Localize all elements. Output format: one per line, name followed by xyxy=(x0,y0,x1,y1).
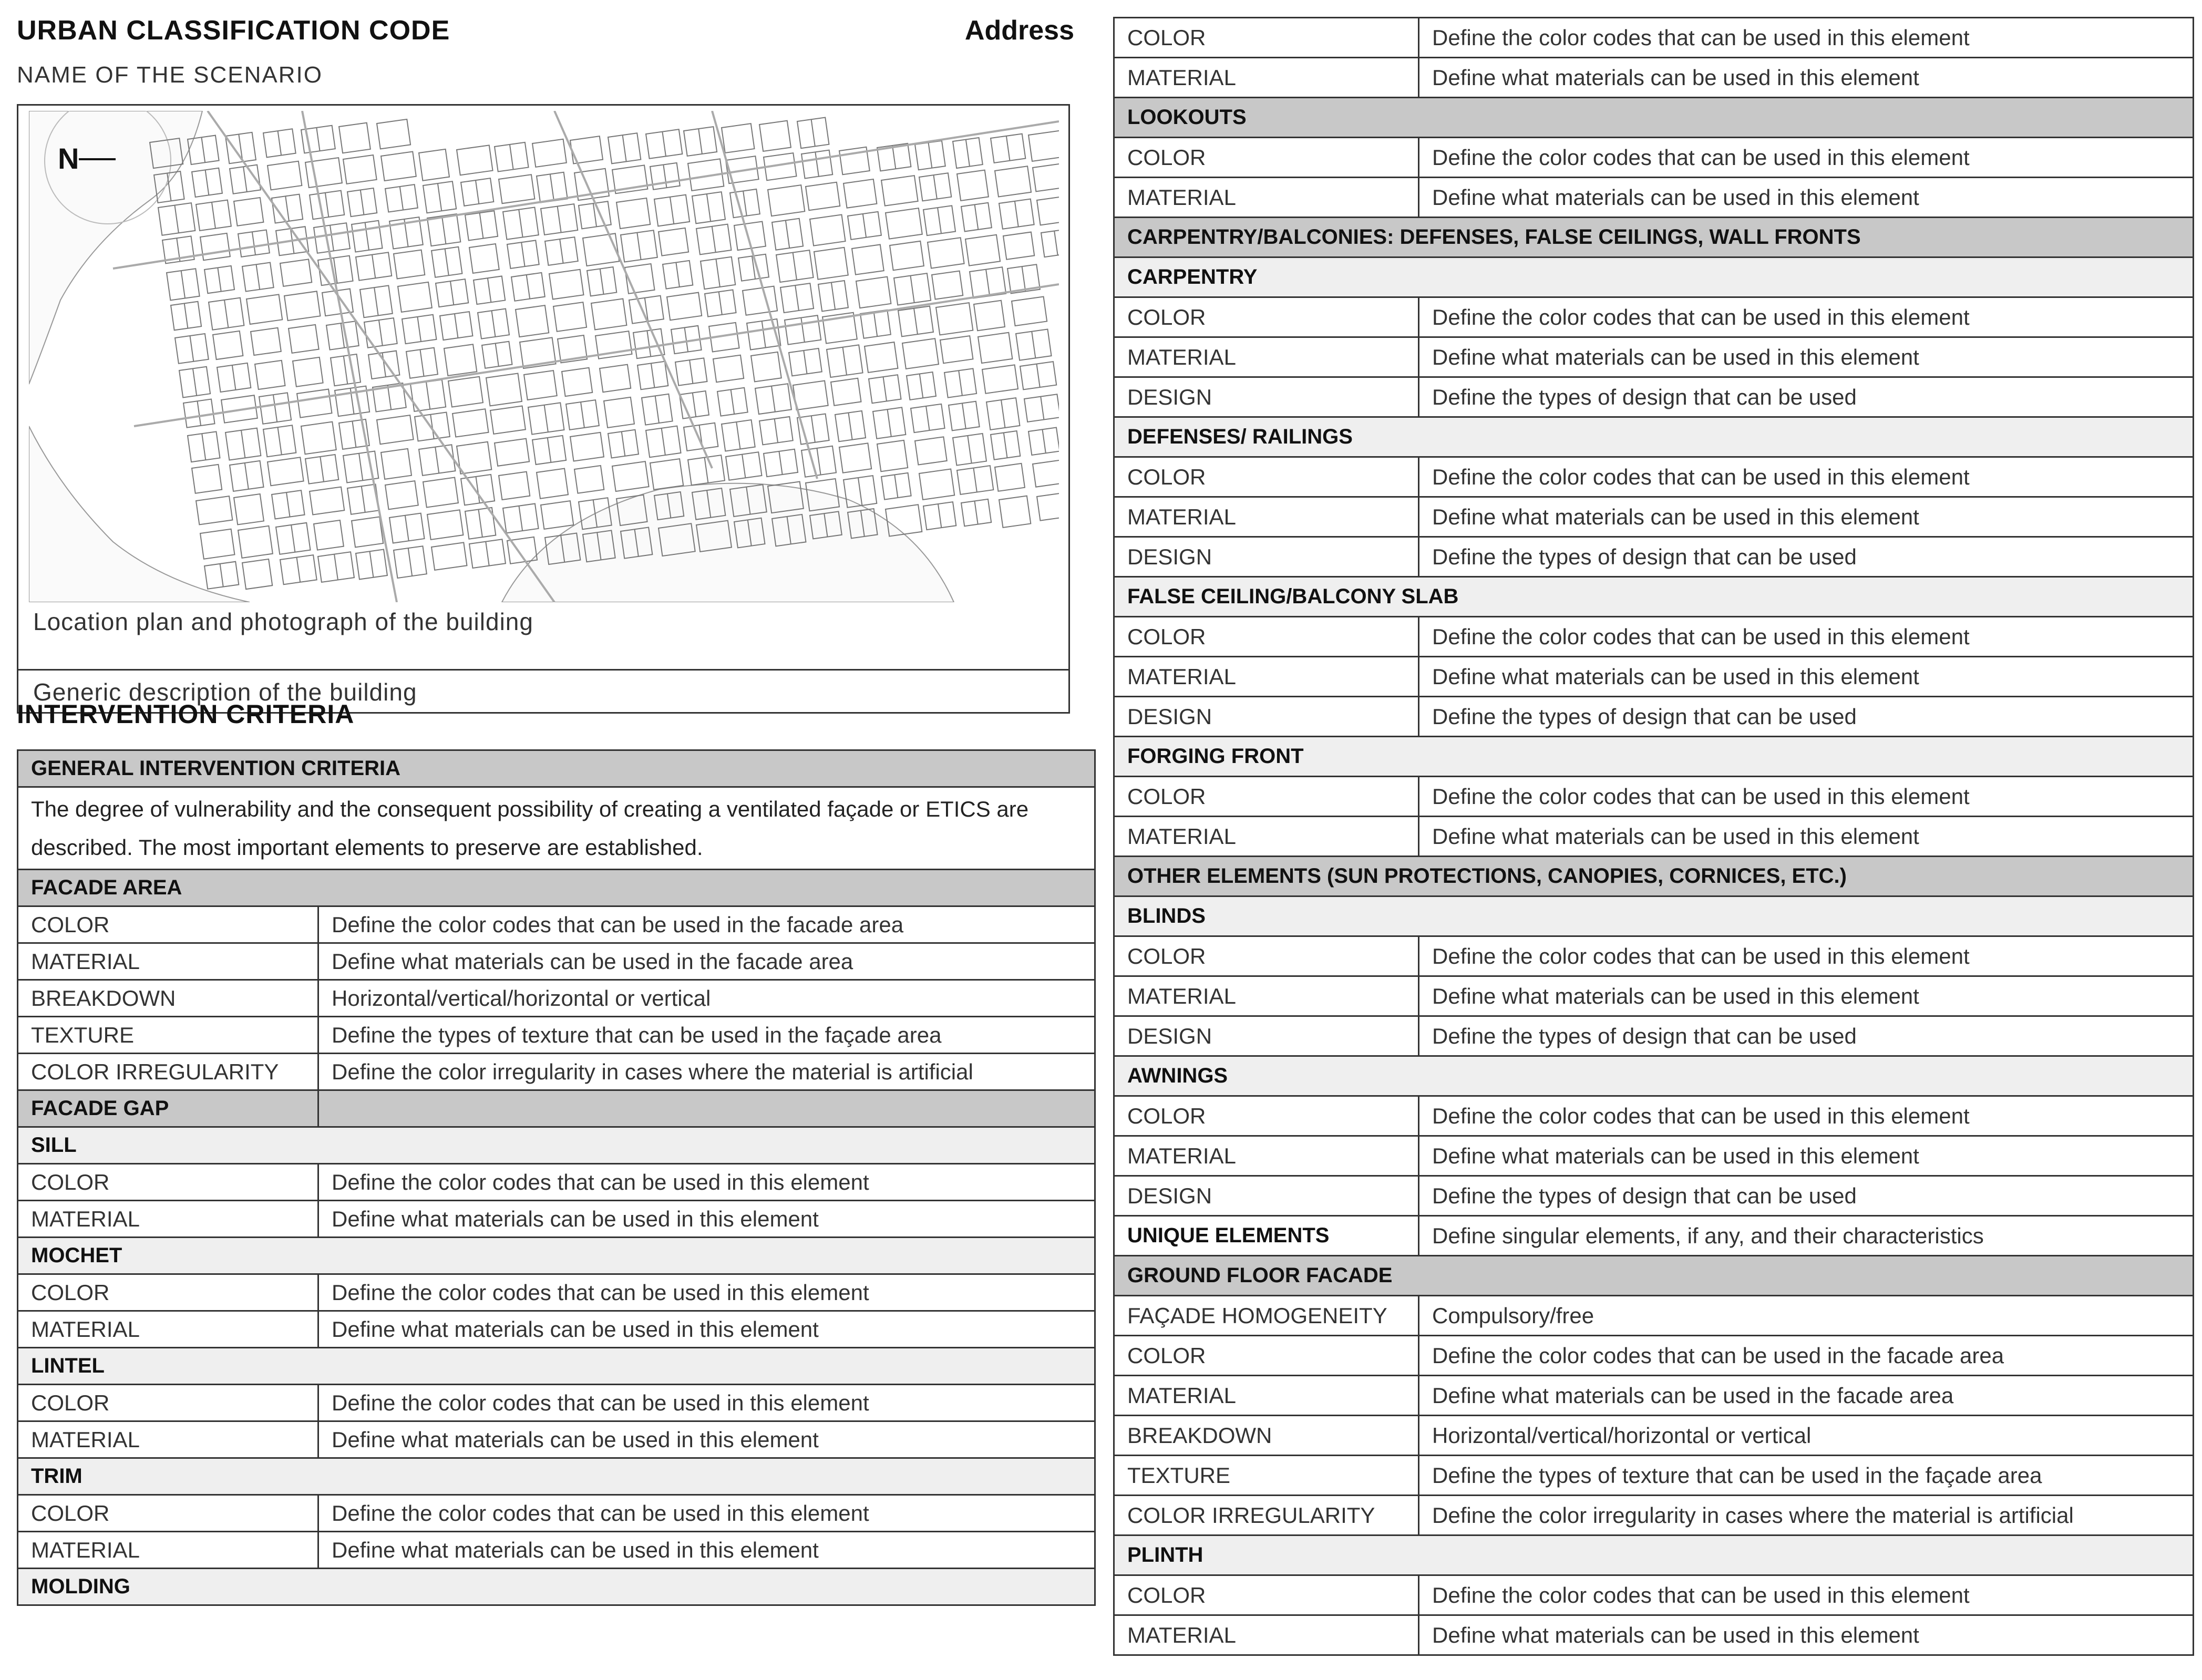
criteria-key: COLOR IRREGULARITY xyxy=(1114,1496,1419,1535)
scenario-name: NAME OF THE SCENARIO xyxy=(17,62,323,88)
criteria-row xyxy=(18,1385,1095,1421)
subsection-header: MOCHET xyxy=(18,1238,1095,1274)
criteria-row xyxy=(1114,697,2194,737)
criteria-key: COLOR xyxy=(1114,777,1419,817)
criteria-row xyxy=(18,906,1095,943)
subsection-row-forging-front xyxy=(1114,737,2194,777)
criteria-value: Define what materials can be used in this element xyxy=(318,1421,1095,1458)
section-header-row-other-elements-sun-protections-canopies-cornices-etc xyxy=(1114,857,2194,896)
criteria-key: COLOR xyxy=(18,1274,318,1311)
criteria-key: COLOR xyxy=(18,1495,318,1532)
criteria-value: Define the color codes that can be used in this element xyxy=(1419,457,2194,497)
criteria-row xyxy=(1114,1176,2194,1216)
criteria-row xyxy=(18,980,1095,1017)
criteria-value: Define the types of texture that can be used in the façade area xyxy=(318,1017,1095,1054)
criteria-key: MATERIAL xyxy=(18,1532,318,1569)
left-column xyxy=(17,15,1095,1675)
section-header: OTHER ELEMENTS (SUN PROTECTIONS, CANOPIES, CORNICES, ETC.) xyxy=(1114,857,2194,896)
criteria-row xyxy=(1114,337,2194,377)
general-criteria-text: The degree of vulnerability and the consequent possibility of creating a ventilated façade or ETICS are described. The most important elements to preserve are established. xyxy=(18,787,1095,870)
criteria-key: COLOR xyxy=(1114,297,1419,337)
criteria-row xyxy=(1114,497,2194,537)
intervention-criteria-title: INTERVENTION CRITERIA xyxy=(17,699,355,729)
criteria-value: Define the color irregularity in cases where the material is artificial xyxy=(318,1054,1095,1090)
criteria-row xyxy=(18,943,1095,980)
criteria-value: Define the color codes that can be used in the facade area xyxy=(318,906,1095,943)
criteria-row xyxy=(18,1274,1095,1311)
subsection-header: BLINDS xyxy=(1114,896,2194,936)
criteria-row xyxy=(1114,817,2194,857)
criteria-key: MATERIAL xyxy=(18,943,318,980)
criteria-key: MATERIAL xyxy=(1114,657,1419,697)
page-title: URBAN CLASSIFICATION CODE xyxy=(17,15,450,46)
criteria-value: Define the types of design that can be used xyxy=(1419,537,2194,577)
location-plan-box xyxy=(17,104,1070,714)
criteria-row xyxy=(1114,1416,2194,1456)
criteria-row xyxy=(1114,1496,2194,1535)
criteria-row xyxy=(1114,297,2194,337)
criteria-key: MATERIAL xyxy=(1114,976,1419,1016)
section-header-row-ground-floor-facade xyxy=(1114,1256,2194,1296)
criteria-row xyxy=(18,1311,1095,1348)
criteria-row xyxy=(1114,936,2194,976)
criteria-key: DESIGN xyxy=(1114,537,1419,577)
right-criteria-table xyxy=(1113,17,2194,1656)
criteria-value: Define the types of design that can be used xyxy=(1419,1016,2194,1056)
criteria-key: MATERIAL xyxy=(1114,1615,1419,1655)
criteria-row xyxy=(1114,138,2194,178)
criteria-row xyxy=(1114,976,2194,1016)
criteria-row xyxy=(1114,1376,2194,1416)
criteria-key: COLOR xyxy=(1114,936,1419,976)
criteria-value: Define the color codes that can be used in this element xyxy=(1419,1575,2194,1615)
criteria-row xyxy=(18,1164,1095,1201)
criteria-value: Define the color codes that can be used in this element xyxy=(318,1164,1095,1201)
criteria-value: Define the color codes that can be used in this element xyxy=(1419,1096,2194,1136)
criteria-value: Horizontal/vertical/horizontal or vertical xyxy=(318,980,1095,1017)
general-criteria-text-row xyxy=(18,787,1095,870)
criteria-row xyxy=(1114,18,2194,58)
plan-caption: Location plan and photograph of the building xyxy=(33,608,533,635)
criteria-value: Define what materials can be used in this element xyxy=(1419,1136,2194,1176)
criteria-key: MATERIAL xyxy=(1114,178,1419,218)
north-arrow-label: N xyxy=(58,142,79,175)
criteria-row xyxy=(18,1017,1095,1054)
criteria-key: DESIGN xyxy=(1114,1016,1419,1056)
subsection-header: MOLDING xyxy=(18,1569,1095,1605)
criteria-value: Define singular elements, if any, and their characteristics xyxy=(1419,1216,2194,1256)
criteria-row xyxy=(18,1054,1095,1090)
subsection-header: FALSE CEILING/BALCONY SLAB xyxy=(1114,577,2194,617)
subsection-header: DEFENSES/ RAILINGS xyxy=(1114,417,2194,457)
subsection-row-awnings xyxy=(1114,1056,2194,1096)
criteria-row xyxy=(1114,657,2194,697)
criteria-value: Define what materials can be used in this element xyxy=(1419,657,2194,697)
criteria-value: Define the color codes that can be used in this element xyxy=(1419,936,2194,976)
criteria-row xyxy=(1114,1016,2194,1056)
criteria-key: DESIGN xyxy=(1114,697,1419,737)
criteria-key: UNIQUE ELEMENTS xyxy=(1114,1216,1419,1256)
criteria-value: Define the types of design that can be used xyxy=(1419,1176,2194,1216)
subsection-row-blinds xyxy=(1114,896,2194,936)
criteria-key: COLOR IRREGULARITY xyxy=(18,1054,318,1090)
section-header-row-facade-gap xyxy=(18,1090,1095,1127)
criteria-key: MATERIAL xyxy=(1114,337,1419,377)
criteria-key: TEXTURE xyxy=(1114,1456,1419,1496)
location-plan-map xyxy=(29,111,1059,602)
criteria-key: COLOR xyxy=(18,906,318,943)
criteria-row xyxy=(1114,1136,2194,1176)
criteria-row xyxy=(1114,617,2194,657)
criteria-key: TEXTURE xyxy=(18,1017,318,1054)
criteria-value: Define the color codes that can be used in this element xyxy=(1419,297,2194,337)
criteria-key: COLOR xyxy=(1114,18,1419,58)
section-header: CARPENTRY/BALCONIES: DEFENSES, FALSE CEILINGS, WALL FRONTS xyxy=(1114,218,2194,257)
criteria-value: Define the color codes that can be used in the facade area xyxy=(1419,1336,2194,1376)
subsection-row-carpentry xyxy=(1114,257,2194,297)
criteria-value: Define what materials can be used in this element xyxy=(1419,178,2194,218)
criteria-key: MATERIAL xyxy=(18,1421,318,1458)
subsection-header: TRIM xyxy=(18,1458,1095,1495)
section-header-row-facade-area xyxy=(18,870,1095,906)
criteria-value: Define what materials can be used in the facade area xyxy=(1419,1376,2194,1416)
criteria-value: Define the color codes that can be used in this element xyxy=(1419,18,2194,58)
subsection-header: AWNINGS xyxy=(1114,1056,2194,1096)
criteria-row xyxy=(18,1421,1095,1458)
criteria-value: Define what materials can be used in this element xyxy=(1419,58,2194,98)
criteria-row xyxy=(1114,377,2194,417)
general-criteria-header: GENERAL INTERVENTION CRITERIA xyxy=(18,750,1095,787)
criteria-key: FAÇADE HOMOGENEITY xyxy=(1114,1296,1419,1336)
criteria-value: Compulsory/free xyxy=(1419,1296,2194,1336)
criteria-row xyxy=(18,1201,1095,1238)
subsection-header: LINTEL xyxy=(18,1348,1095,1385)
criteria-key: COLOR xyxy=(1114,457,1419,497)
criteria-value: Define the color codes that can be used in this element xyxy=(1419,138,2194,178)
subsection-header: SILL xyxy=(18,1127,1095,1164)
criteria-key: BREAKDOWN xyxy=(1114,1416,1419,1456)
left-criteria-table xyxy=(17,749,1096,1606)
criteria-value: Define what materials can be used in the facade area xyxy=(318,943,1095,980)
criteria-row xyxy=(1114,1615,2194,1655)
subsection-row-plinth xyxy=(1114,1535,2194,1575)
building-description: Generic description of the building xyxy=(33,678,417,706)
criteria-value: Define what materials can be used in this element xyxy=(1419,337,2194,377)
criteria-value: Define the types of texture that can be used in the façade area xyxy=(1419,1456,2194,1496)
criteria-value: Define the color codes that can be used in this element xyxy=(1419,777,2194,817)
criteria-value: Define what materials can be used in this element xyxy=(1419,976,2194,1016)
criteria-row xyxy=(1114,537,2194,577)
criteria-value: Define the color irregularity in cases where the material is artificial xyxy=(1419,1496,2194,1535)
criteria-value: Define what materials can be used in this element xyxy=(1419,497,2194,537)
criteria-key: MATERIAL xyxy=(1114,817,1419,857)
general-criteria-header-row xyxy=(18,750,1095,787)
criteria-key: DESIGN xyxy=(1114,377,1419,417)
section-header: FACADE AREA xyxy=(18,870,1095,906)
criteria-key: COLOR xyxy=(1114,617,1419,657)
criteria-value: Horizontal/vertical/horizontal or vertical xyxy=(1419,1416,2194,1456)
criteria-key: DESIGN xyxy=(1114,1176,1419,1216)
criteria-value: Define the types of design that can be used xyxy=(1419,377,2194,417)
criteria-key: MATERIAL xyxy=(1114,58,1419,98)
section-header: GROUND FLOOR FACADE xyxy=(1114,1256,2194,1296)
criteria-value: Define what materials can be used in this element xyxy=(318,1532,1095,1569)
criteria-row xyxy=(1114,58,2194,98)
criteria-key: MATERIAL xyxy=(1114,497,1419,537)
section-header: LOOKOUTS xyxy=(1114,98,2194,138)
subsection-row-defenses-railings xyxy=(1114,417,2194,457)
criteria-row xyxy=(1114,1456,2194,1496)
criteria-row xyxy=(1114,1096,2194,1136)
criteria-key: COLOR xyxy=(1114,138,1419,178)
criteria-key: MATERIAL xyxy=(1114,1136,1419,1176)
section-header-row-carpentry-balconies-defenses-false-ceilings-wall-fronts xyxy=(1114,218,2194,257)
subsection-row-lintel xyxy=(18,1348,1095,1385)
criteria-row xyxy=(1114,1296,2194,1336)
criteria-value: Define the color codes that can be used in this element xyxy=(1419,617,2194,657)
criteria-key: MATERIAL xyxy=(18,1201,318,1238)
criteria-row xyxy=(1114,1216,2194,1256)
criteria-value: Define the color codes that can be used in this element xyxy=(318,1385,1095,1421)
criteria-value: Define what materials can be used in this element xyxy=(1419,817,2194,857)
criteria-key: COLOR xyxy=(18,1164,318,1201)
criteria-key: MATERIAL xyxy=(1114,1376,1419,1416)
criteria-key: BREAKDOWN xyxy=(18,980,318,1017)
criteria-row xyxy=(1114,777,2194,817)
criteria-row xyxy=(1114,1336,2194,1376)
criteria-row xyxy=(1114,457,2194,497)
subsection-row-false-ceiling-balcony-slab xyxy=(1114,577,2194,617)
section-header-empty-cell xyxy=(318,1090,1095,1127)
criteria-key: COLOR xyxy=(18,1385,318,1421)
subsection-header: PLINTH xyxy=(1114,1535,2194,1575)
subsection-row-molding xyxy=(18,1569,1095,1605)
criteria-value: Define the color codes that can be used in this element xyxy=(318,1274,1095,1311)
subsection-row-mochet xyxy=(18,1238,1095,1274)
address-label: Address xyxy=(964,15,1074,46)
criteria-value: Define the color codes that can be used in this element xyxy=(318,1495,1095,1532)
criteria-value: Define what materials can be used in this element xyxy=(318,1311,1095,1348)
criteria-key: COLOR xyxy=(1114,1575,1419,1615)
subsection-header: FORGING FRONT xyxy=(1114,737,2194,777)
criteria-key: COLOR xyxy=(1114,1336,1419,1376)
criteria-key: COLOR xyxy=(1114,1096,1419,1136)
section-header: FACADE GAP xyxy=(18,1090,318,1127)
city-map-drawing xyxy=(29,111,1059,602)
subsection-row-sill xyxy=(18,1127,1095,1164)
criteria-key: MATERIAL xyxy=(18,1311,318,1348)
subsection-header: CARPENTRY xyxy=(1114,257,2194,297)
subsection-row-trim xyxy=(18,1458,1095,1495)
criteria-value: Define what materials can be used in this element xyxy=(318,1201,1095,1238)
criteria-row xyxy=(1114,1575,2194,1615)
criteria-row xyxy=(18,1495,1095,1532)
criteria-value: Define what materials can be used in this element xyxy=(1419,1615,2194,1655)
section-header-row-lookouts xyxy=(1114,98,2194,138)
criteria-row xyxy=(1114,178,2194,218)
criteria-value: Define the types of design that can be used xyxy=(1419,697,2194,737)
criteria-row xyxy=(18,1532,1095,1569)
